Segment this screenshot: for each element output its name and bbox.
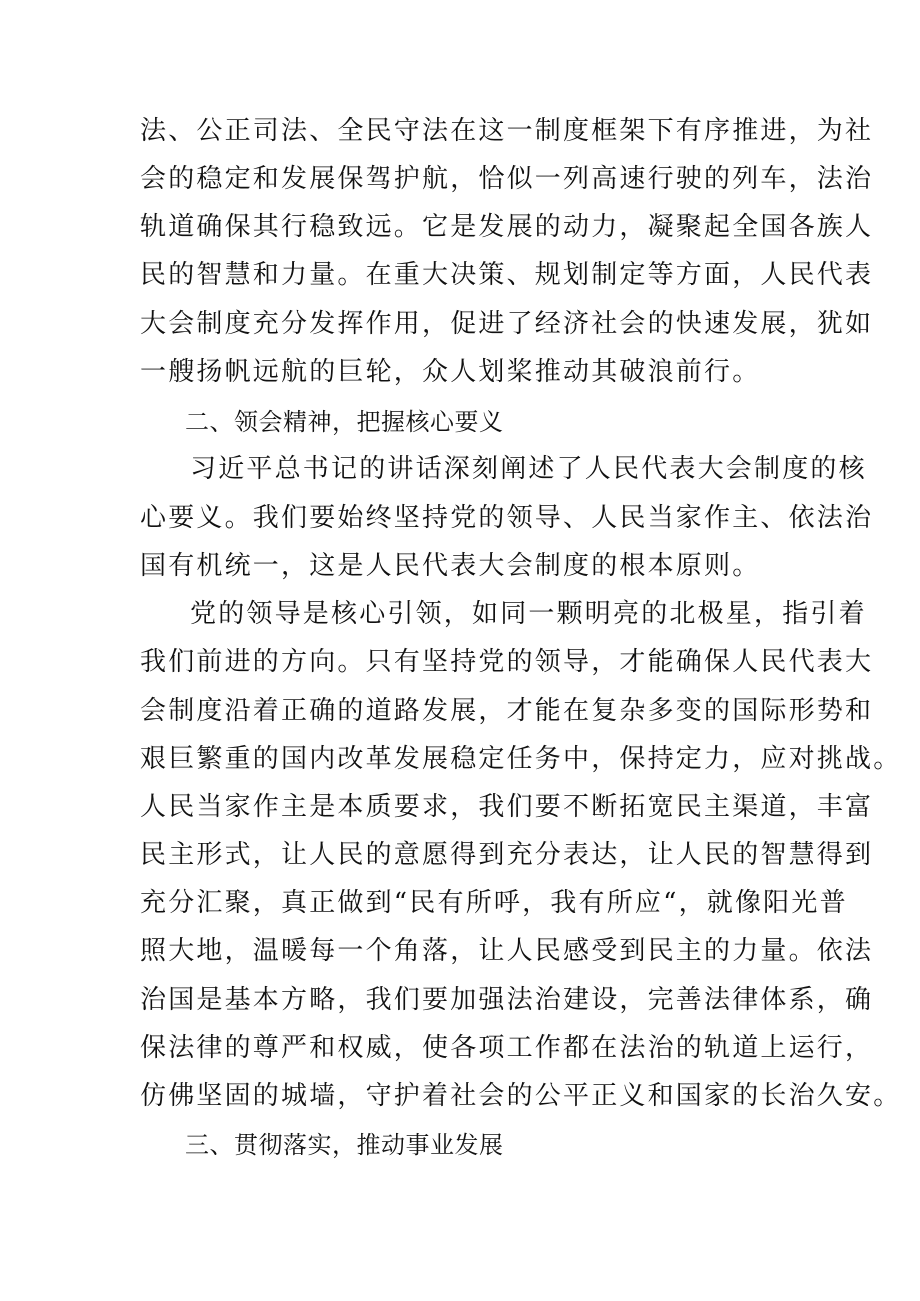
- paragraph-line: 照大地，温暖每一个角落，让人民感受到民主的力量。依法: [140, 936, 874, 966]
- paragraph-line: 艰巨繁重的国内改革发展稳定任务中，保持定力，应对挑战。: [140, 744, 902, 774]
- paragraph-line: 会的稳定和发展保驾护航，恰似一列高速行驶的列车，法治: [140, 164, 874, 194]
- section-heading-3: 三、贯彻落实，推动事业发展: [185, 1131, 504, 1159]
- paragraph-line: 治国是基本方略，我们要加强法治建设，完善法律体系，确: [140, 985, 874, 1015]
- paragraph-line: 民主形式，让人民的意愿得到充分表达，让人民的智慧得到: [140, 840, 874, 870]
- paragraph-line: 充分汇聚，真正做到“民有所呼，我有所应“，就像阳光普: [140, 888, 848, 918]
- paragraph-line: 国有机统一，这是人民代表大会制度的根本原则。: [140, 551, 761, 581]
- paragraph-line: 心要义。我们要始终坚持党的领导、人民当家作主、依法治: [140, 503, 874, 533]
- paragraph-line: 一艘扬帆远航的巨轮，众人划桨推动其破浪前行。: [140, 357, 761, 387]
- paragraph-line: 会制度沿着正确的道路发展，才能在复杂多变的国际形势和: [140, 696, 874, 726]
- paragraph-line: 习近平总书记的讲话深刻阐述了人民代表大会制度的核: [190, 454, 867, 484]
- paragraph-line: 大会制度充分发挥作用，促进了经济社会的快速发展，犹如: [140, 309, 874, 339]
- paragraph-line: 民的智慧和力量。在重大决策、规划制定等方面，人民代表: [140, 260, 874, 290]
- paragraph-line: 人民当家作主是本质要求，我们要不断拓宽民主渠道，丰富: [140, 792, 874, 822]
- paragraph-line: 法、公正司法、全民守法在这一制度框架下有序推进，为社: [140, 116, 874, 146]
- paragraph-line: 保法律的尊严和权威，使各项工作都在法治的轨道上运行，: [140, 1033, 874, 1063]
- paragraph-line: 仿佛坚固的城墙，守护着社会的公平正义和国家的长治久安。: [140, 1081, 902, 1111]
- paragraph-line: 轨道确保其行稳致远。它是发展的动力，凝聚起全国各族人: [140, 212, 874, 242]
- section-heading-2: 二、领会精神，把握核心要义: [185, 408, 504, 436]
- paragraph-line: 我们前进的方向。只有坚持党的领导，才能确保人民代表大: [140, 647, 874, 677]
- paragraph-line: 党的领导是核心引领，如同一颗明亮的北极星，指引着: [190, 599, 867, 629]
